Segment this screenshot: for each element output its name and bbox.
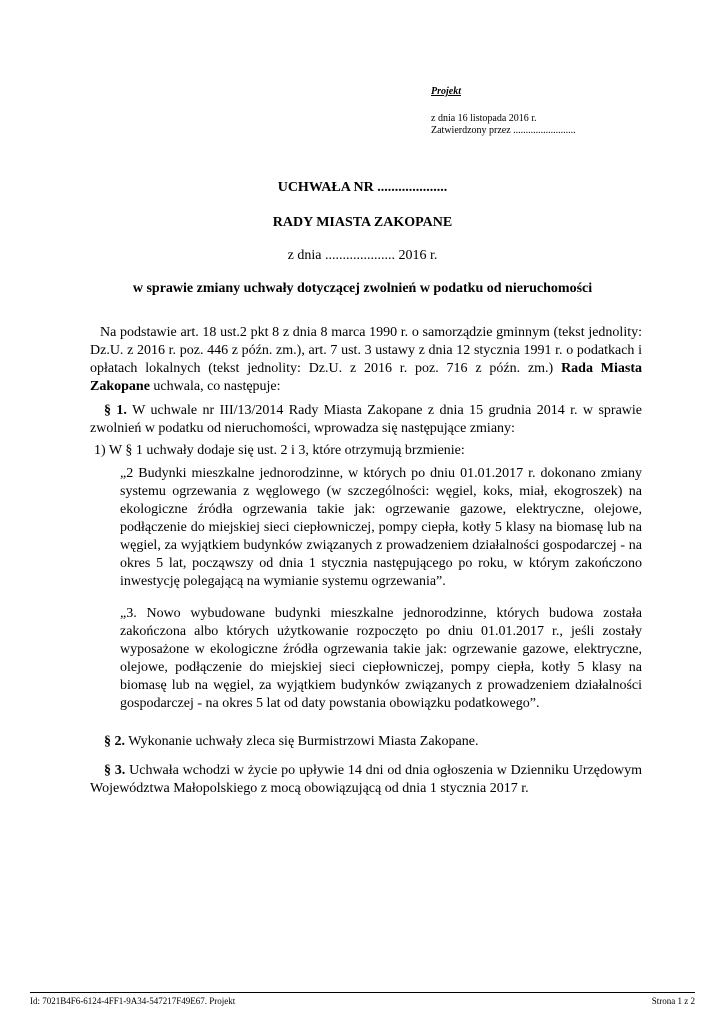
paragraph-3-quote: „3. Nowo wybudowane budynki mieszkalne jednorodzinne, których budowa została zakończona albo których użytkowanie rozpoczęto po dniu 01.01.2017 r., jeśli zostały wyposażone w ekologiczne źródła ogrzewania takie jak: ogrzewanie gazowe, elektryczne, olejowe, podłączenie do miejskiej sieci ciepłowniczej, pompy ciepła, kotły 5 klasy na biomasę lub na węgiel, za wyjątkiem budynków związanych z prowadzeniem działalności gospodarczej - na okres 5 lat od daty powstania obowiązku podatkowego”. <box>120 606 642 711</box>
section-1 <box>90 402 642 438</box>
section-1-label: § 1. <box>104 403 127 418</box>
preamble <box>90 324 642 396</box>
preamble-tail: uchwala, co następuje: <box>153 379 281 394</box>
section-2 <box>90 733 642 751</box>
section-3-text: Uchwała wchodzi w życie po upływie 14 dni od dnia ogłoszenia w Dzienniku Urzędowym Województwa Małopolskiego z mocą obowiązującą od dnia 1 stycznia 2017 r. <box>90 763 643 796</box>
section-2-text: Wykonanie uchwały zleca się Burmistrzowi Miasta Zakopane. <box>128 734 479 749</box>
footer-page-number: Strona 1 z 2 <box>651 996 695 1006</box>
header-approved: Zatwierdzony przez ......................... <box>431 125 576 136</box>
paragraph-2-quote: „2 Budynki mieszkalne jednorodzinne, w których po dniu 01.01.2017 r. dokonano zmiany systemu ogrzewania z węglowego (w szczególności: węgiel, koks, miał, ekogroszek) na ekologiczne źródła ogrzewania takie jak: ogrzewanie gazowe, elektryczne, olejowe, podłączenie do miejskiej sieci ciepłowniczej, pompy ciepła, kotły 5 klasy na biomasę lub na węgiel, za wyjątkiem budynków związanych z prowadzeniem działalności gospodarczej - na okres 5 lat, począwszy od dnia 1 stycznia następującego po roku, w którym zakończono inwestycję polegającą na wymianie systemu ogrzewania”. <box>120 466 642 589</box>
footer-id: Id: 7021B4F6-6124-4FF1-9A34-547217F49E67. Projekt <box>30 996 236 1006</box>
header-date: z dnia 16 listopada 2016 r. <box>431 113 537 124</box>
resolution-subject: w sprawie zmiany uchwały dotyczącej zwolnień w podatku od nieruchomości <box>132 281 593 296</box>
section-1-text: W uchwale nr III/13/2014 Rady Miasta Zakopane z dnia 15 grudnia 2014 r. w sprawie zwolnień w podatku od nieruchomości, wprowadza się następujące zmiany: <box>90 403 642 436</box>
preamble-council: Rada Miasta Zakopane <box>90 361 642 394</box>
section-3 <box>90 762 642 798</box>
section-2-label: § 2. <box>104 734 125 749</box>
council-name: RADY MIASTA ZAKOPANE <box>272 215 453 230</box>
preamble-text: Na podstawie art. 18 ust.2 pkt 8 z dnia 8 marca 1990 r. o samorządzie gminnym (tekst jednolity: Dz.U. z 2016 r. poz. 446 z późn. zm.), art. 7 ust. 3 ustawy z dnia 12 stycznia 1991 r. o podatkach i opłatach lokalnych (tekst jednolity: Dz.U. z 2016 r. poz. 716 z późn. zm.) <box>90 325 642 376</box>
resolution-number: UCHWAŁA NR .................... <box>277 180 448 195</box>
section-3-label: § 3. <box>104 763 126 778</box>
footer-divider <box>30 992 695 993</box>
item-1: 1) W § 1 uchwały dodaje się ust. 2 i 3, które otrzymują brzmienie: <box>94 443 465 458</box>
resolution-date: z dnia .................... 2016 r. <box>287 248 438 263</box>
project-label: Projekt <box>431 86 461 97</box>
